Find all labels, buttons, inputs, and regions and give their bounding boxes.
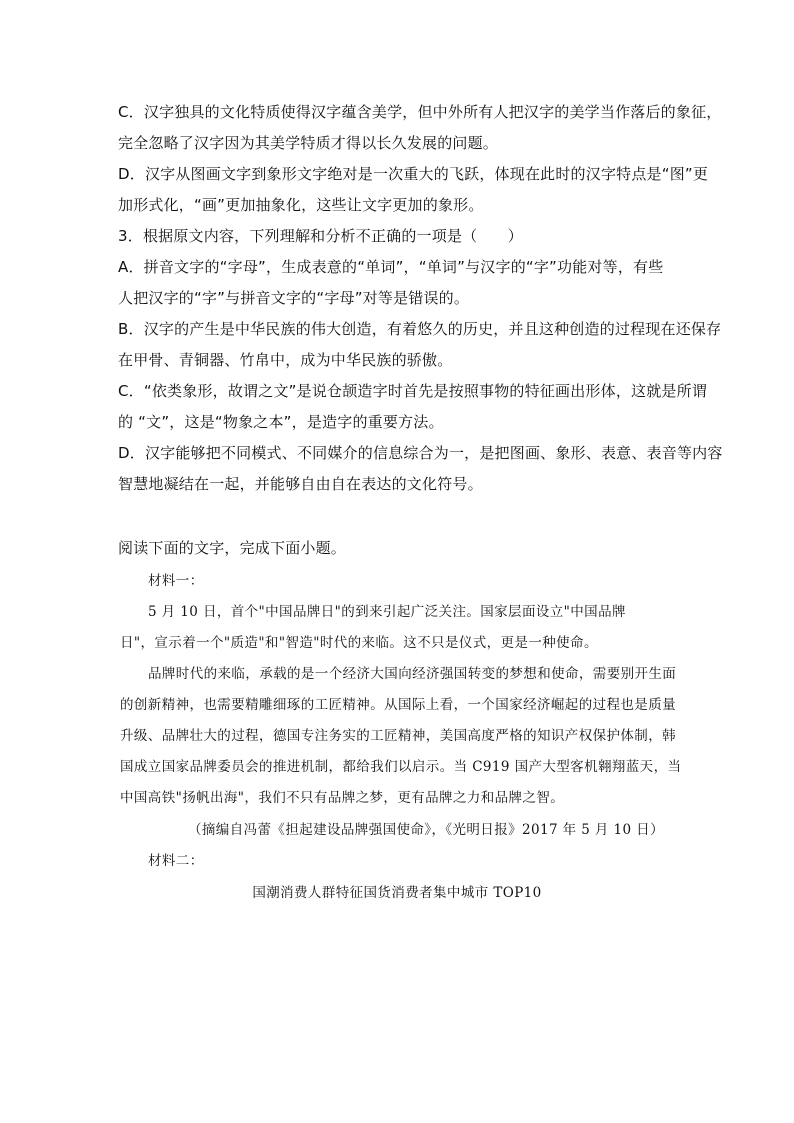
material-1-paragraph-2-line-5: 中国高铁"扬帆出海"，我们不只有品牌之梦，更有品牌之力和品牌之智。 [120,790,565,806]
material-1-source: （摘编自冯蕾《担起建设品牌强国使命》，《光明日报》2017 年 5 月 10 日） [188,822,664,838]
question-3-option-c-line-1: C．“依类象形，故谓之文”是说仓颉造字时首先是按照事物的特征画出形体，这就是所谓 [118,382,708,400]
question-3-option-b-line-2: 在甲骨、青铜器、竹帛中，成为中华民族的骄傲。 [118,351,453,369]
option-d-line-1: D．汉字从图画文字到象形文字绝对是一次重大的飞跃，体现在此时的汉字特点是“图”更 [118,165,709,183]
material-1-paragraph-2-line-1: 品牌时代的来临，承载的是一个经济大国向经济强国转变的梦想和使命，需要别开生面 [148,666,677,682]
material-1-paragraph-2-line-4: 国成立国家品牌委员会的推进机制，都给我们以启示。当 C919 国产大型客机翱翔蓝天，当 [120,759,682,775]
question-3-option-b-line-1: B．汉字的产生是中华民族的伟大创造，有着悠久的历史，并且这种创造的过程现在还保存 [118,320,722,338]
material-1-paragraph-1-line-1: 5 月 10 日，首个"中国品牌日"的到来引起广泛关注。国家层面设立"中国品牌 [148,604,626,620]
question-3-stem: 3．根据原文内容，下列理解和分析不正确的一项是（ ） [118,227,523,245]
question-3-option-a-line-2: 人把汉字的“字”与拼音文字的“字母”对等是错误的。 [118,289,470,307]
option-c-line-1: C．汉字独具的文化特质使得汉字蕴含美学，但中外所有人把汉字的美学当作落后的象征， [118,103,722,121]
question-3-option-d-line-2: 智慧地凝结在一起，并能够自由自在表达的文化符号。 [118,475,483,493]
reading-instruction: 阅读下面的文字，完成下面小题。 [118,539,347,557]
material-1-label: 材料一： [148,573,204,589]
chart-title: 国潮消费人群特征国货消费者集中城市 TOP10 [252,885,542,901]
option-c-line-2: 完全忽略了汉字因为其美学特质才得以长久发展的问题。 [118,134,499,152]
question-3-option-d-line-1: D．汉字能够把不同模式、不同媒介的信息综合为一，是把图画、象形、表意、表音等内容 [118,444,723,462]
material-1-paragraph-2-line-2: 的创新精神，也需要精雕细琢的工匠精神。从国际上看，一个国家经济崛起的过程也是质量 [120,697,676,713]
material-2-label: 材料二： [148,853,204,869]
question-3-option-a-line-1: A．拼音文字的“字母”，生成表意的“单词”，“单词”与汉字的“字”功能对等，有些 [118,258,664,276]
material-1-paragraph-1-line-2: 日"，宣示着一个"质造"和"智造"时代的来临。这不只是仪式，更是一种使命。 [120,635,598,651]
question-3-option-c-line-2: 的 “文”，这是“物象之本”，是造字的重要方法。 [118,413,444,431]
material-1-paragraph-2-line-3: 升级、品牌壮大的过程，德国专注务实的工匠精神，美国高度严格的知识产权保护体制，韩 [120,728,676,744]
option-d-line-2: 加形式化，“画”更加抽象化，这些让文字更加的象形。 [118,196,484,214]
